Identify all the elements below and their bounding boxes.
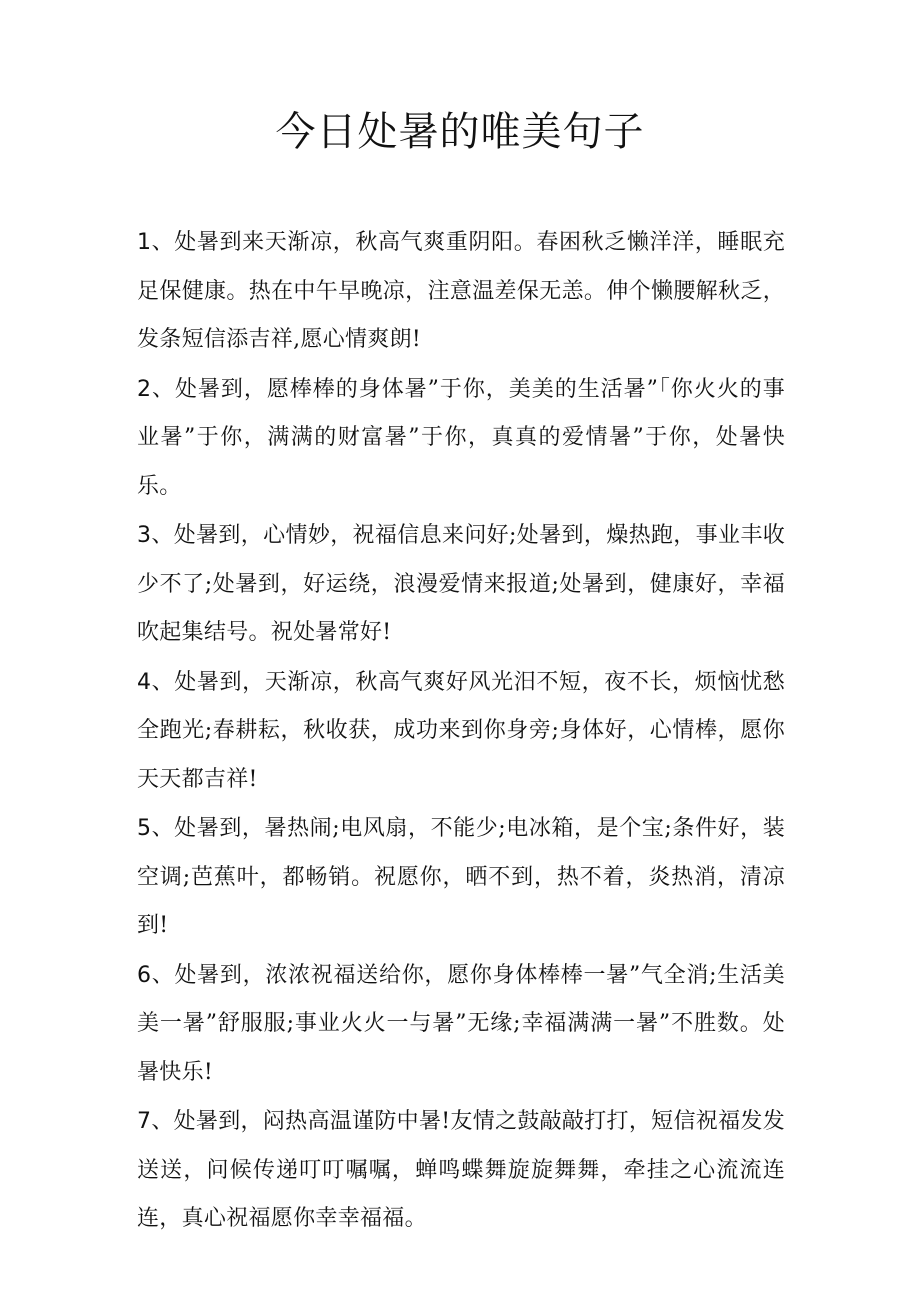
paragraph-4 bbox=[137, 659, 785, 805]
paragraph-text: 、处暑到，浓浓祝福送给你，愿你身体棒棒一暑”气全消;生活美美一暑”舒服服;事业火火一与暑”无缘;幸福满满一暑”不胜数。处暑快乐! bbox=[137, 962, 785, 1085]
paragraph-text: 、处暑到，暑热闹;电风扇，不能少;电冰箱，是个宝;条件好，装空调;芭蕉叶，都畅销。祝愿你，晒不到，热不着，炎热消，清凉到! bbox=[137, 816, 785, 938]
paragraph-number: 2 bbox=[137, 376, 152, 402]
document-body bbox=[137, 219, 785, 1245]
document-title: 今日处暑的唯美句子 bbox=[275, 109, 645, 155]
paragraph-1 bbox=[137, 219, 785, 365]
paragraph-number: 7 bbox=[137, 1109, 152, 1134]
paragraph-text: 、处暑到，天渐凉，秋高气爽好风光汨不短，夜不长，烦恼忧愁全跑光;春耕耘，秋收获，成功来到你身旁;身体好，心情棒，愿你天天都吉祥! bbox=[137, 669, 785, 792]
paragraph-2 bbox=[137, 366, 785, 512]
paragraph-7 bbox=[137, 1098, 785, 1244]
paragraph-number: 3 bbox=[137, 523, 152, 548]
paragraph-3 bbox=[137, 512, 785, 658]
paragraph-6 bbox=[137, 952, 785, 1098]
paragraph-number: 6 bbox=[137, 962, 152, 988]
paragraph-number: 5 bbox=[137, 816, 152, 841]
paragraph-number: 4 bbox=[137, 669, 152, 695]
paragraph-text: 、处暑到，闷热高温谨防中暑!友情之鼓敲敲打打，短信祝福发发送送，问候传递叮叮嘱嘱，蝉鸣蝶舞旋旋舞舞，牵挂之心流流连连，真心祝福愿你幸幸福福。 bbox=[137, 1109, 785, 1231]
paragraph-text: 、处暑到，愿棒棒的身体暑”于你，美美的生活暑”「你火火的事业暑”于你，满满的财富暑”于你，真真的爱情暑”于你，处暑快乐。 bbox=[137, 376, 785, 499]
paragraph-number: 1 bbox=[137, 230, 152, 255]
paragraph-text: 、处暑到，心情妙，祝福信息来问好;处暑到，燥热跑，事业丰收少不了;处暑到，好运绕，浪漫爱情来报道;处暑到，健康好，幸福吹起集结号。祝处暑常好! bbox=[137, 523, 785, 645]
paragraph-text: 、处暑到来天渐凉，秋高气爽重阴阳。春困秋乏懒洋洋，睡眠充足保健康。热在中午早晚凉，注意温差保无恙。伸个懒腰解秋乏，发条短信添吉祥,愿心情爽朗! bbox=[137, 230, 785, 352]
paragraph-5 bbox=[137, 805, 785, 951]
